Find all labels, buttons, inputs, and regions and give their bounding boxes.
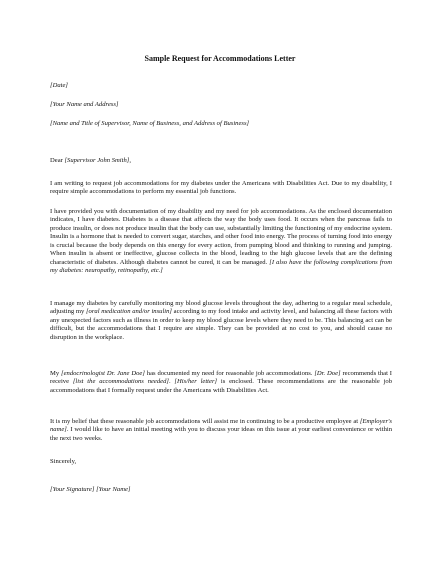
salutation-name: [Supervisor John Smith]	[64, 157, 130, 164]
your-name-address-placeholder: [Your Name and Address]	[50, 101, 119, 108]
closing: Sincerely,	[50, 458, 77, 465]
paragraph-2	[50, 208, 392, 276]
date-placeholder: [Date]	[50, 82, 68, 89]
paragraph-4-text-c: recommends that I receive	[50, 370, 393, 386]
paragraph-4-accommodations: [list the accommodations needed]	[72, 378, 169, 386]
salutation-suffix: ,	[129, 157, 131, 164]
paragraph-4-doctor: [Dr. Doe]	[314, 370, 341, 377]
paragraph-5-employer: [Employer's name]	[50, 418, 392, 434]
paragraph-3-text-a: I manage my diabetes by carefully monitoring my blood glucose levels throughout the day, adhering to a regular meal schedule, adjusting my	[50, 300, 392, 316]
paragraph-2-complications: [I also have the following complications from my diabetes: neuropathy, retinopathy, etc.]	[50, 258, 392, 275]
paragraph-4-text-a: My	[50, 370, 62, 377]
paragraph-4-letter: [His/her letter]	[174, 378, 218, 386]
name-placeholder: [Your Name]	[96, 486, 131, 493]
salutation	[50, 157, 392, 165]
paragraph-4-text-e: is enclosed. These recommendations are the reasonable job accommodations that I formally request under the Americans with Disabilities Act.	[50, 378, 392, 394]
signature-line	[50, 486, 392, 494]
paragraph-2-text: I have provided you with documentation of my disability and my need for job accommodations. As the enclosed documentation indicates, I have diabetes. Diabetes is a disease that affects the way the body uses food. It occurs when the pancreas fails to produce insulin, or does not produce insulin that the body can use, substantially limiting the functioning of my endocrine system. Insulin is a hormone that is needed to convert sugar, starches, and other food into energy. The process of turning food into energy is crucial because the body depends on this energy for every action, from pumping blood and thinking to running and jumping. When insulin is absent or ineffective, glucose collects in the blood, leading to the high glucose levels that are the defining characteristic of diabetes. Although diabetes cannot be cured, it can be managed.	[50, 208, 392, 266]
paragraph-4-text-b: has documented my need for reasonable job accommodations.	[144, 370, 315, 377]
paragraph-1: I am writing to request job accommodations for my diabetes under the Americans with Disabilities Act. Due to my disability, I require simple accommodations to perform my essential job functions.	[50, 180, 392, 196]
supervisor-info-placeholder: [Name and Title of Supervisor, Name of Business, and Address of Business]	[50, 120, 250, 127]
letter-title: Sample Request for Accommodations Letter	[144, 54, 296, 63]
paragraph-5	[50, 418, 392, 443]
signature-placeholder: [Your Signature]	[50, 486, 95, 493]
paragraph-5-text-a: It is my belief that these reasonable job accommodations will assist me in continuing to be a productive employee at	[50, 418, 360, 425]
paragraph-4	[50, 370, 392, 395]
paragraph-3	[50, 300, 392, 342]
paragraph-3-medication: [oral medication and/or insulin]	[85, 308, 172, 316]
salutation-prefix: Dear	[50, 157, 65, 164]
paragraph-4-text-d: .	[168, 378, 175, 386]
paragraph-5-text-b: . I would like to have an initial meeting with you to discuss your ideas on this issue at your earliest convenience or within the next two weeks.	[50, 426, 392, 442]
paragraph-4-endocrinologist: [endocrinologist Dr. Jane Doe]	[61, 370, 145, 377]
paragraph-3-text-b: according to my food intake and activity level, and balancing all these factors with any unexpected factors such as illness in order to keep my blood glucose levels where they need to be. This balancing act can be difficult, but the accommodations that I require are simple. They can be provided at no cost to you, and should cause no disruption in the workplace.	[50, 308, 392, 341]
